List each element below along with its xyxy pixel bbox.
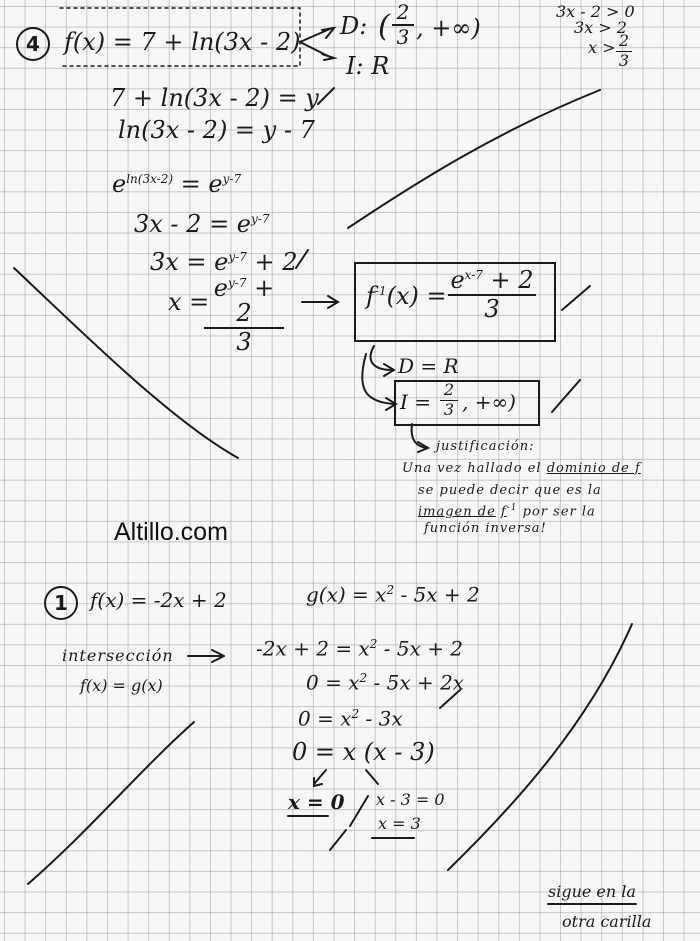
exercise-number: 4 <box>16 27 50 61</box>
root-equation: x - 3 = 0 <box>376 790 445 809</box>
step-fraction: $e^{y-7} + 2$ 3 <box>204 276 284 356</box>
g-definition: $g(x) = x^2 - 5x + 2$ <box>306 582 480 607</box>
branch-arrow <box>300 28 334 60</box>
arrow <box>412 424 428 452</box>
domain-rest: , +∞) <box>416 14 481 42</box>
step-equation: $0 = x^2 - 5x + 2x$ <box>306 670 465 695</box>
domain-fraction: 2 3 <box>392 2 414 48</box>
arrow <box>314 770 326 786</box>
strike-line <box>348 90 600 228</box>
arrow <box>371 346 394 376</box>
footer-note: otra carilla <box>562 912 652 931</box>
side-fraction: 2 3 <box>616 33 632 70</box>
check-mark <box>296 250 308 268</box>
domain-paren: ( <box>378 9 390 44</box>
strike-line <box>448 624 632 870</box>
inverse-fraction: $e^{x-7} + 2$ 3 <box>448 268 536 322</box>
root-three: x = 3 <box>378 814 421 833</box>
justification-line: función inversa! <box>424 521 547 536</box>
inverse-image-fraction: 2 3 <box>440 382 458 419</box>
arrow <box>188 650 224 662</box>
strike-line <box>28 722 194 884</box>
check-mark <box>562 286 590 310</box>
inverse-lhs: $f^{-1}(x)$ = <box>366 282 447 310</box>
justification-line: se puede decir que es la <box>418 483 602 498</box>
arrow <box>366 770 378 784</box>
arrow <box>362 354 396 410</box>
factored-equation: 0 = x (x - 3) <box>292 738 435 766</box>
check-mark <box>552 380 580 412</box>
arrow <box>302 296 338 308</box>
function-definition: f(x) = 7 + ln(3x - 2) <box>64 28 301 56</box>
step-equation: $e^{ln(3x-2)} = e^{y-7}$ <box>112 170 242 198</box>
justification-line: imagen de $f^{-1}$ por ser la <box>418 503 596 520</box>
inverse-image-rest: , +∞) <box>462 390 516 414</box>
equality-label: f(x) = g(x) <box>80 676 163 695</box>
step-equation: ln(3x - 2) = y - 7 <box>118 116 315 144</box>
side-inequality: 3x - 2 > 0 <box>556 2 635 21</box>
root-zero: x = 0 <box>288 790 345 814</box>
step-equation: $3x = e^{y-7} + 2$ <box>150 248 298 276</box>
footer-note: sigue en la <box>548 882 636 901</box>
domain-label: D: <box>340 12 368 40</box>
f-definition: f(x) = -2x + 2 <box>90 588 227 612</box>
step-equation: x = <box>168 288 210 316</box>
image-range: I: R <box>346 52 390 80</box>
step-equation: $0 = x^2 - 3x$ <box>298 706 403 731</box>
inverse-domain: D = R <box>398 354 459 378</box>
exercise-number: 1 <box>44 586 78 620</box>
inverse-image-prefix: I = <box>400 390 432 414</box>
justification-line: Una vez hallado el dominio de f <box>402 461 641 476</box>
check-mark <box>318 88 334 104</box>
intersection-label: intersección <box>62 646 174 665</box>
watermark-text: Altillo.com <box>114 518 228 546</box>
step-equation: $3x - 2 = e^{y-7}$ <box>134 210 270 238</box>
step-equation: $-2x + 2 = x^2 - 5x + 2$ <box>256 636 464 661</box>
side-inequality: 3x > 2 <box>574 18 627 37</box>
step-equation: 7 + ln(3x - 2) = y <box>110 84 319 112</box>
justification-title: justificación: <box>436 439 535 454</box>
side-inequality: x > <box>588 38 616 57</box>
